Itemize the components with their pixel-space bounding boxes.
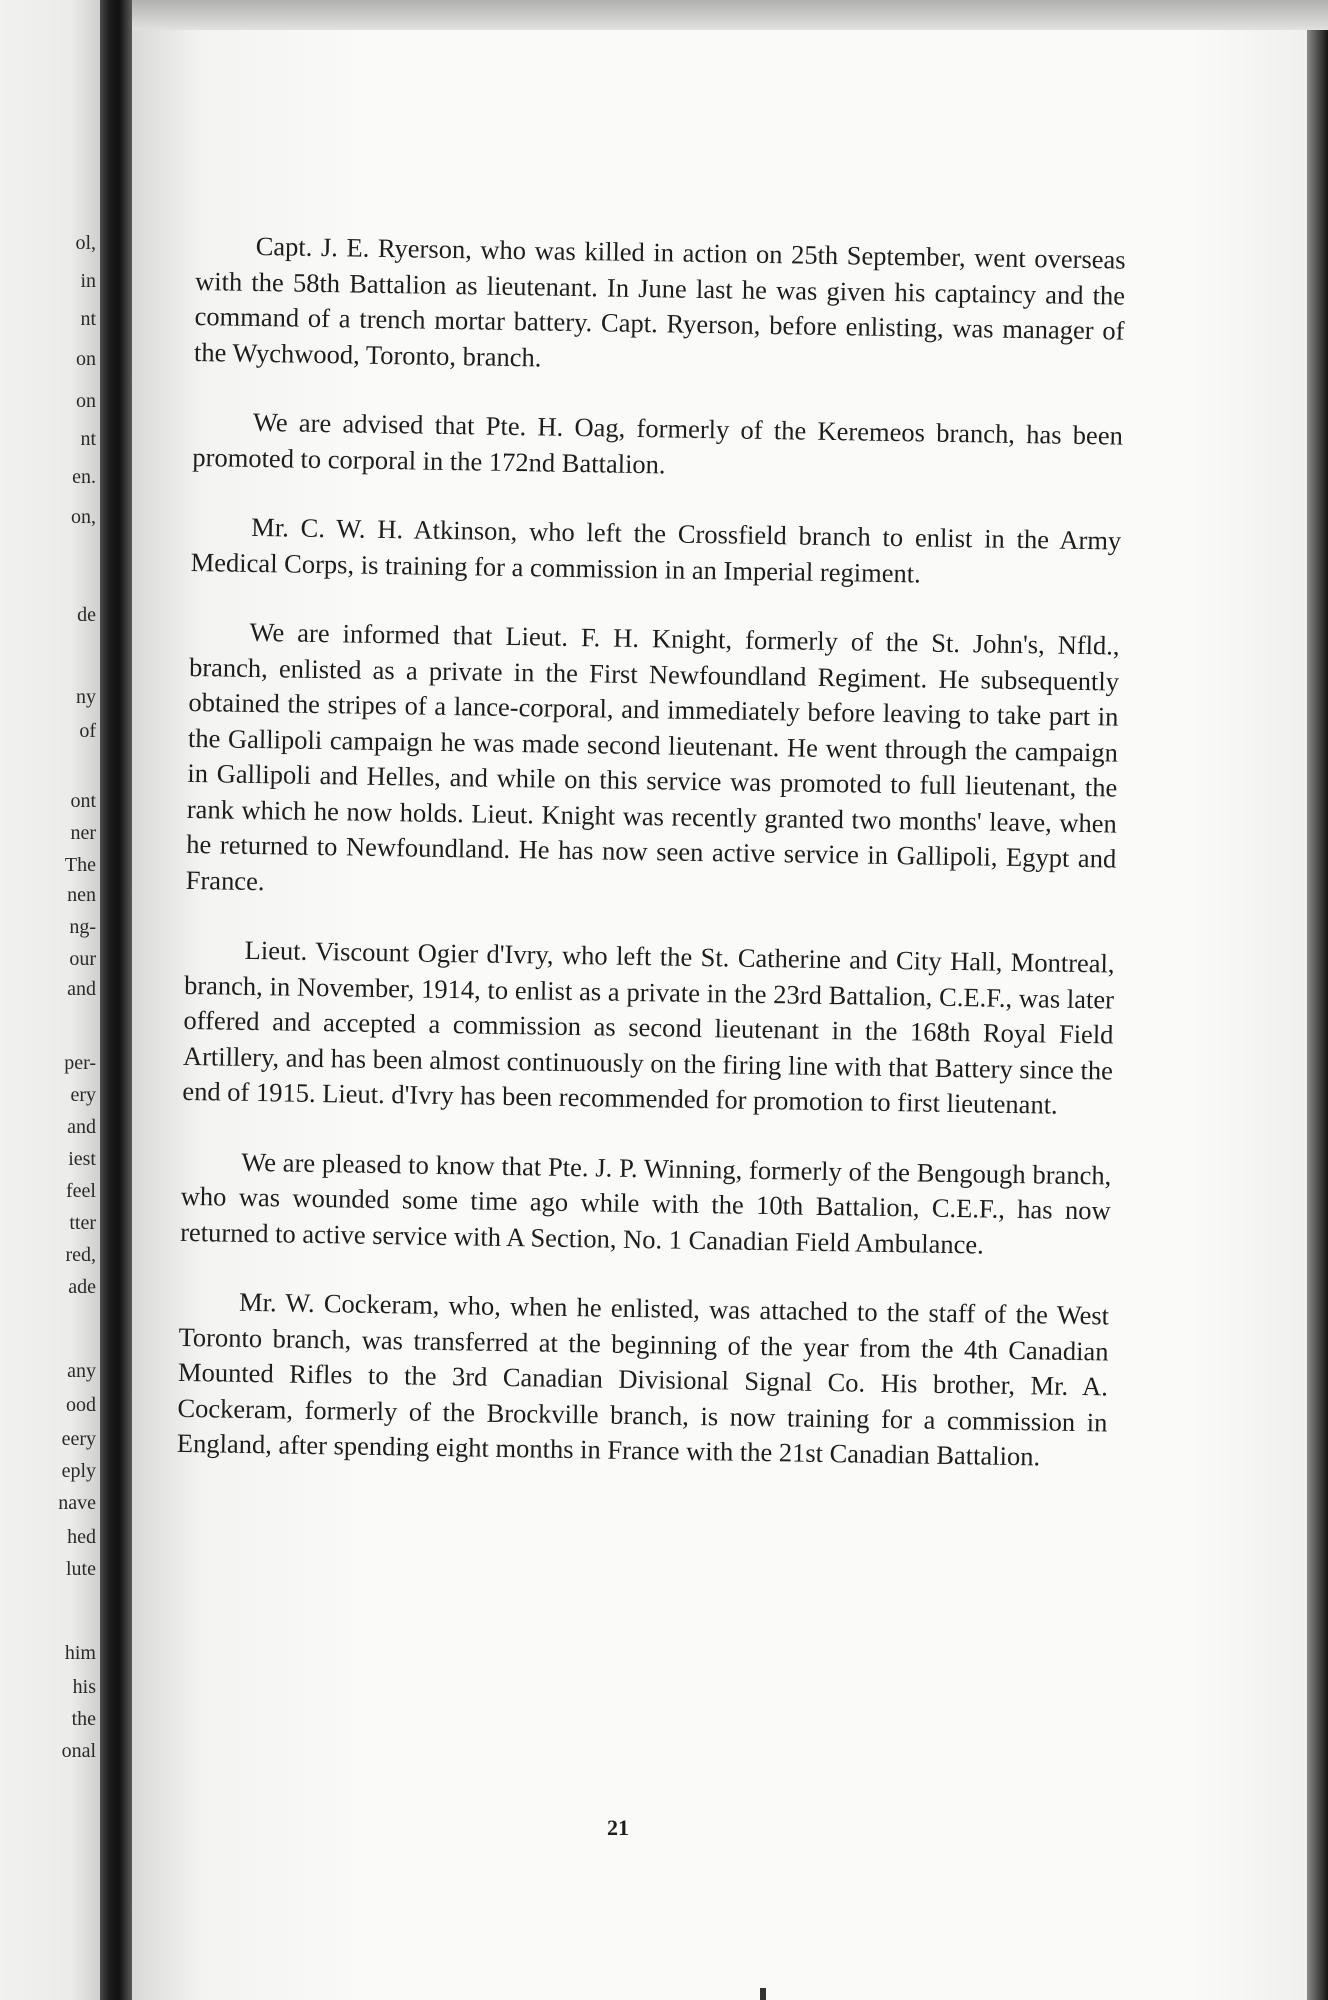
facing-page-text-fragment: and — [67, 978, 96, 1000]
facing-page-text-fragment: our — [69, 948, 96, 970]
page-top-edge — [132, 0, 1328, 34]
facing-page-text-fragment: on — [76, 390, 96, 412]
facing-page-text-fragment: in — [80, 270, 96, 292]
facing-page-text-fragment: on, — [71, 506, 96, 528]
facing-page-text-fragment: ery — [70, 1084, 96, 1106]
facing-page-text-fragment: ner — [70, 822, 96, 844]
facing-page-text-fragment: the — [71, 1708, 96, 1730]
facing-page-text-fragment: nen — [67, 884, 96, 906]
facing-page-text-fragment: ade — [68, 1276, 96, 1298]
paragraph-winning: We are pleased to know that Pte. J. P. Winning, formerly of the Bengough branch, who was wounded some time ago while with the 10th Battalion, C.E.F., has now returned to active service with A Section, No. 1 Canadian Field Ambulance. — [180, 1146, 1112, 1259]
paragraph-atkinson: Mr. C. W. H. Atkinson, who left the Crossfield branch to enlist in the Army Medical Corps, is training for a commission in an Imperial regiment. — [190, 511, 1122, 588]
facing-page-text-fragment: eply — [61, 1460, 96, 1482]
facing-page-text-fragment: hed — [67, 1526, 96, 1548]
facing-page-text-fragment: ny — [76, 686, 96, 708]
facing-page-text-fragment: ng- — [69, 916, 96, 938]
page-number: 21 — [607, 1815, 629, 1840]
page-right-edge — [1307, 30, 1328, 2000]
facing-page-text-fragment: eery — [61, 1428, 96, 1450]
facing-page-text-fragment: on — [76, 348, 96, 370]
facing-page-text-fragment: his — [72, 1676, 96, 1698]
facing-page-text-fragment: red, — [65, 1244, 96, 1266]
article-body — [176, 228, 1126, 1510]
facing-page-text-fragment: feel — [66, 1180, 96, 1202]
book-gutter — [100, 0, 132, 2000]
facing-page-text-fragment: ol, — [75, 232, 96, 254]
facing-page-text-fragment: de — [77, 604, 96, 626]
facing-page-text-fragment: of — [79, 720, 96, 742]
facing-page-text-fragment: tter — [69, 1212, 96, 1234]
facing-page-text-fragment: ood — [66, 1394, 96, 1416]
facing-page-text-fragment: en. — [72, 466, 96, 488]
facing-page-text-fragment: per- — [64, 1052, 96, 1074]
scan-speck — [760, 1988, 766, 2000]
facing-page-text-fragment: him — [64, 1642, 96, 1664]
paragraph-oag: We are advised that Pte. H. Oag, formerly of the Keremeos branch, has been promoted to corporal in the 172nd Battalion. — [192, 406, 1124, 479]
facing-page-text-fragment: nt — [80, 308, 96, 330]
facing-page-text-fragment: nt — [80, 428, 96, 450]
paragraph-divry: Lieut. Viscount Ogier d'Ivry, who left the St. Catherine and City Hall, Montreal, branch, in November, 1914, to enlist as a private in the 23rd Battalion, C.E.F., was later offered and accepted a commission as second lieutenant in the 168th Royal Field Artillery, and has been almost continuously on the firing line with that Battery since the end of 1915. Lieut. d'Ivry has been recommended for promotion to first lieutenant. — [182, 934, 1115, 1120]
facing-page-text-fragment: lute — [66, 1558, 96, 1580]
paragraph-ryerson: Capt. J. E. Ryerson, who was killed in action on 25th September, went overseas with the 58th Battalion as lieutenant. In June last he was given his captaincy and the command of a trench mortar battery. Capt. Ryerson, before enlisting, was manager of the Wychwood, Toronto, branch. — [193, 230, 1126, 372]
paragraph-knight: We are informed that Lieut. F. H. Knight, formerly of the St. John's, Nfld., branch, enlisted as a private in the First Newfoundland Regiment. He subsequently obtained the stripes of a lance-corporal, and immediately before leaving to take part in the Gallipoli campaign he was made second lieutenant. He went through the campaign in Gallipoli and Helles, and while on this service was promoted to full lieutenant, the rank which he now holds. Lieut. Knight was recently granted two months' leave, when he returned to Newfoundland. He has now seen active service in Gallipoli, Egypt and France. — [185, 616, 1120, 896]
facing-page-left — [0, 0, 100, 2000]
facing-page-text-fragment: nave — [58, 1492, 96, 1514]
facing-page-text-fragment: iest — [68, 1148, 96, 1170]
facing-page-text-fragment: and — [67, 1116, 96, 1138]
facing-page-text-fragment: ont — [70, 790, 96, 812]
facing-page-text-fragment: The — [64, 854, 96, 876]
paragraph-cockeram: Mr. W. Cockeram, who, when he enlisted, was attached to the staff of the West Toronto branch, was transferred at the beginning of the year from the 4th Canadian Mounted Rifles to the 3rd Canadian Divisional Signal Co. His brother, Mr. A. Cockeram, formerly of the Brockville branch, is now training for a commission in England, after spending eight months in France with the 21st Canadian Battalion. — [176, 1286, 1110, 1472]
facing-page-text-fragment: onal — [61, 1740, 96, 1762]
facing-page-text-fragment: any — [67, 1360, 96, 1382]
